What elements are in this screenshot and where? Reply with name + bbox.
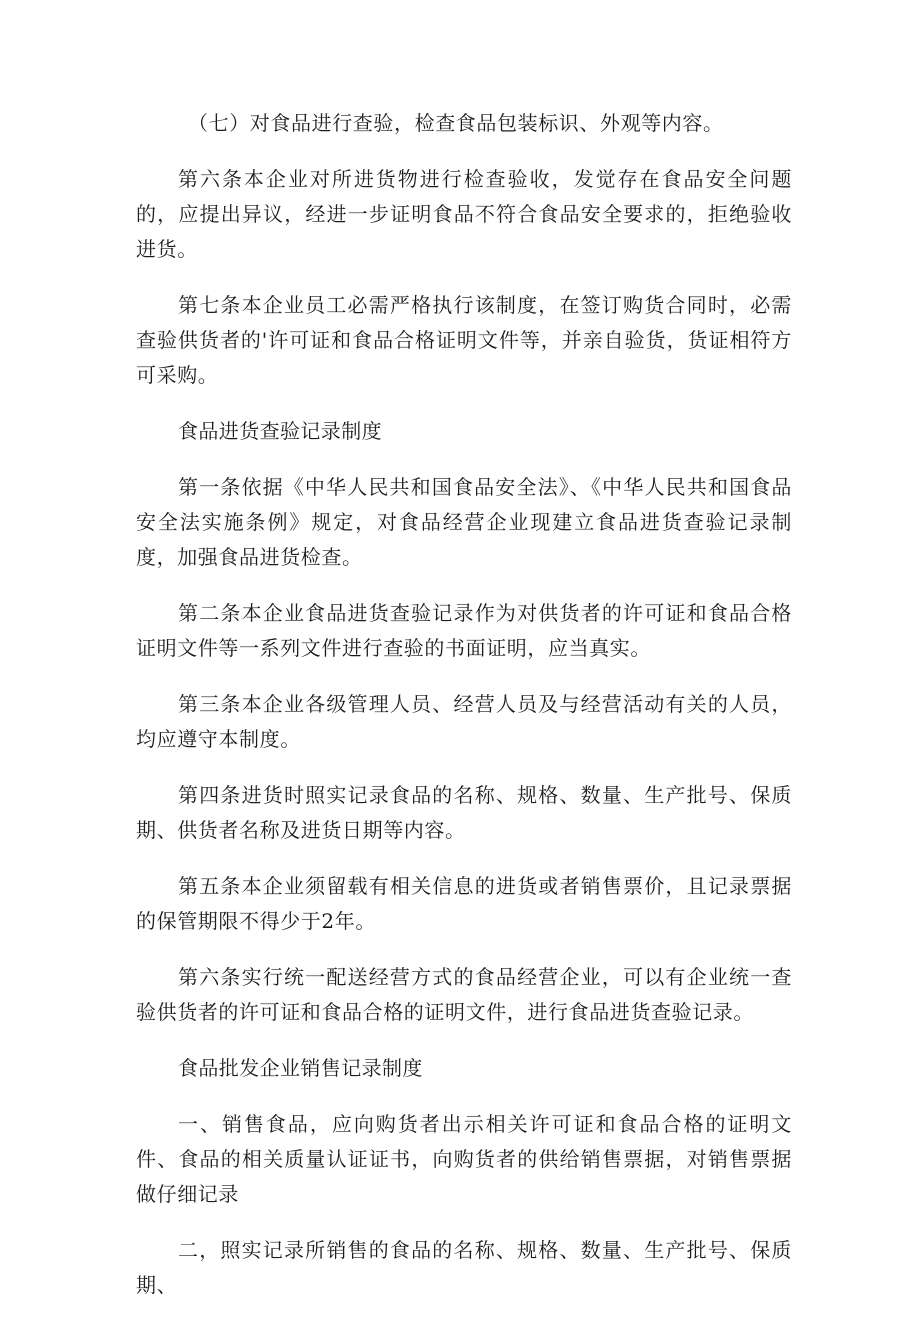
paragraph-article-6-acceptance: 第六条本企业对所进货物进行检查验收，发觉存在食品安全问题的，应提出异议，经进一步证明食品不符合食品安全要求的，拒绝验收进货。	[136, 167, 792, 261]
paragraph-article-1-basis: 第一条依据《中华人民共和国食品安全法》、《中华人民共和国食品安全法实施条例》规定，对食品经营企业现建立食品进货查验记录制度，加强食品进货检查。	[136, 475, 792, 569]
paragraph-article-7-staff: 第七条本企业员工必需严格执行该制度，在签订购货合同时，必需查验供货者的'许可证和食品合格证明文件等，并亲自验货，货证相符方可采购。	[136, 293, 792, 387]
section-heading-purchase-inspection: 食品进货查验记录制度	[178, 419, 382, 443]
section-heading-wholesale-sales: 食品批发企业销售记录制度	[178, 1056, 423, 1080]
paragraph-article-2-records: 第二条本企业食品进货查验记录作为对供货者的许可证和食品合格证明文件等一系列文件进行查验的书面证明，应当真实。	[136, 601, 792, 660]
paragraph-item-7-inspection: （七）对食品进行查验，检查食品包装标识、外观等内容。	[188, 111, 724, 135]
document-body	[136, 106, 792, 1324]
paragraph-article-5-retention: 第五条本企业须留载有相关信息的进货或者销售票价，且记录票据的保管期限不得少于2年。	[136, 874, 792, 933]
paragraph-article-3-compliance: 第三条本企业各级管理人员、经营人员及与经营活动有关的人员，均应遵守本制度。	[136, 692, 792, 751]
paragraph-article-6-distribution: 第六条实行统一配送经营方式的食品经营企业，可以有企业统一查验供货者的许可证和食品合格的证明文件，进行食品进货查验记录。	[136, 965, 792, 1024]
paragraph-sales-item-1: 一、销售食品，应向购货者出示相关许可证和食品合格的证明文件、食品的相关质量认证证书，向购货者的供给销售票据，对销售票据做仔细记录	[136, 1112, 792, 1206]
paragraph-article-4-record-content: 第四条进货时照实记录食品的名称、规格、数量、生产批号、保质期、供货者名称及进货日期等内容。	[136, 783, 792, 842]
paragraph-sales-item-2: 二，照实记录所销售的食品的名称、规格、数量、生产批号、保质期、	[136, 1238, 792, 1297]
